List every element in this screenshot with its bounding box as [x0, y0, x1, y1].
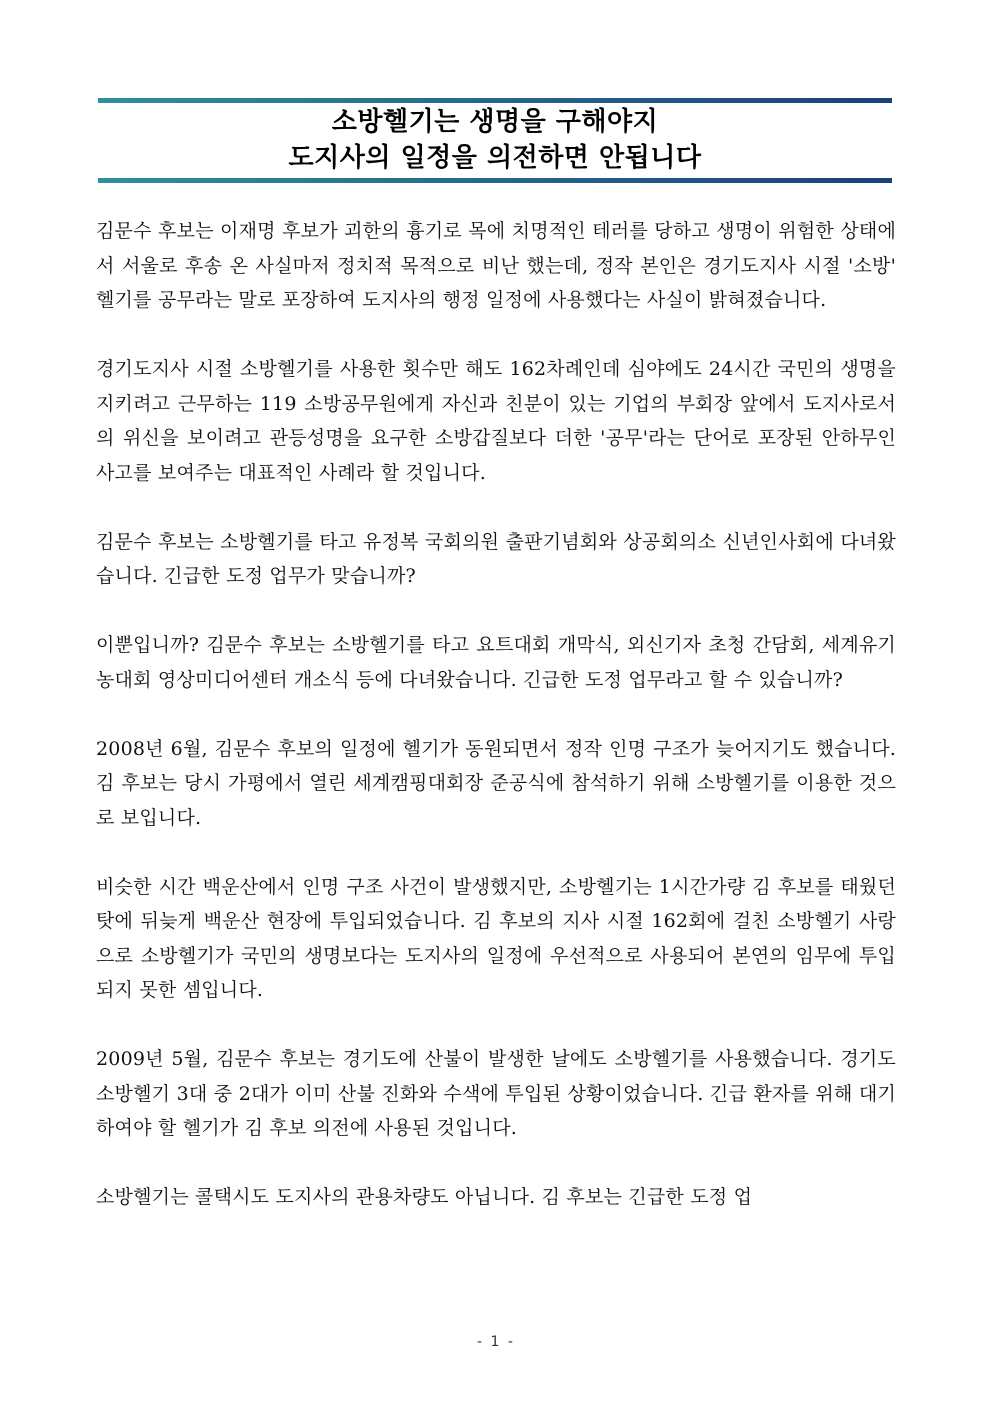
- paragraph: 경기도지사 시절 소방헬기를 사용한 횟수만 해도 162차례인데 심야에도 24시간 국민의 생명을 지키려고 근무하는 119 소방공무원에게 자신과 친분이 있는 기업의 부회장 앞에서 도지사로서의 위신을 보이려고 관등성명을 요구한 소방갑질보다 더한 '공무'라는 단어로 포장된 안하무인 사고를 보여주는 대표적인 사례라 할 것입니다.: [96, 358, 896, 484]
- page-number: - 1 -: [477, 1334, 515, 1350]
- paragraph: 김문수 후보는 소방헬기를 타고 유정복 국회의원 출판기념회와 상공회의소 신년인사회에 다녀왔습니다. 긴급한 도정 업무가 맞습니까?: [96, 530, 896, 587]
- paragraph: 2008년 6월, 김문수 후보의 일정에 헬기가 동원되면서 정작 인명 구조가 늦어지기도 했습니다. 김 후보는 당시 가평에서 열린 세계캠핑대회장 준공식에 참석하기 위해 소방헬기를 이용한 것으로 보입니다.: [96, 737, 896, 829]
- body-text: [96, 214, 896, 1215]
- paragraph: 김문수 후보는 이재명 후보가 괴한의 흉기로 목에 치명적인 테러를 당하고 생명이 위험한 상태에서 서울로 후송 온 사실마저 정치적 목적으로 비난 했는데, 정작 본인은 경기도지사 시절 '소방' 헬기를 공무라는 말로 포장하여 도지사의 행정 일정에 사용했다는 사실이 밝혀졌습니다.: [96, 220, 896, 311]
- paragraph: 2009년 5월, 김문수 후보는 경기도에 산불이 발생한 날에도 소방헬기를 사용했습니다. 경기도 소방헬기 3대 중 2대가 이미 산불 진화와 수색에 투입된 상황이었습니다. 긴급 환자를 위해 대기하여야 할 헬기가 김 후보 의전에 사용된 것입니다.: [96, 1048, 896, 1139]
- title-top-rule: [98, 98, 892, 103]
- title-line-2: 도지사의 일정을 의전하면 안됩니다: [288, 143, 702, 173]
- paragraph: 비슷한 시간 백운산에서 인명 구조 사건이 발생했지만, 소방헬기는 1시간가량 김 후보를 태웠던 탓에 뒤늦게 백운산 현장에 투입되었습니다. 김 후보의 지사 시절 162회에 걸친 소방헬기 사랑으로 소방헬기가 국민의 생명보다는 도지사의 일정에 우선적으로 사용되어 본연의 임무에 투입되지 못한 셈입니다.: [96, 875, 896, 1001]
- title-line-1: 소방헬기는 생명을 구해야지: [331, 107, 659, 137]
- title-bottom-rule: [98, 178, 892, 183]
- paragraph: 소방헬기는 콜택시도 도지사의 관용차량도 아닙니다. 김 후보는 긴급한 도정 업: [96, 1186, 753, 1208]
- paragraph: 이뿐입니까? 김문수 후보는 소방헬기를 타고 요트대회 개막식, 외신기자 초청 간담회, 세계유기농대회 영상미디어센터 개소식 등에 다녀왔습니다. 긴급한 도정 업무라고 할 수 있습니까?: [96, 634, 896, 691]
- title-block: [98, 98, 892, 184]
